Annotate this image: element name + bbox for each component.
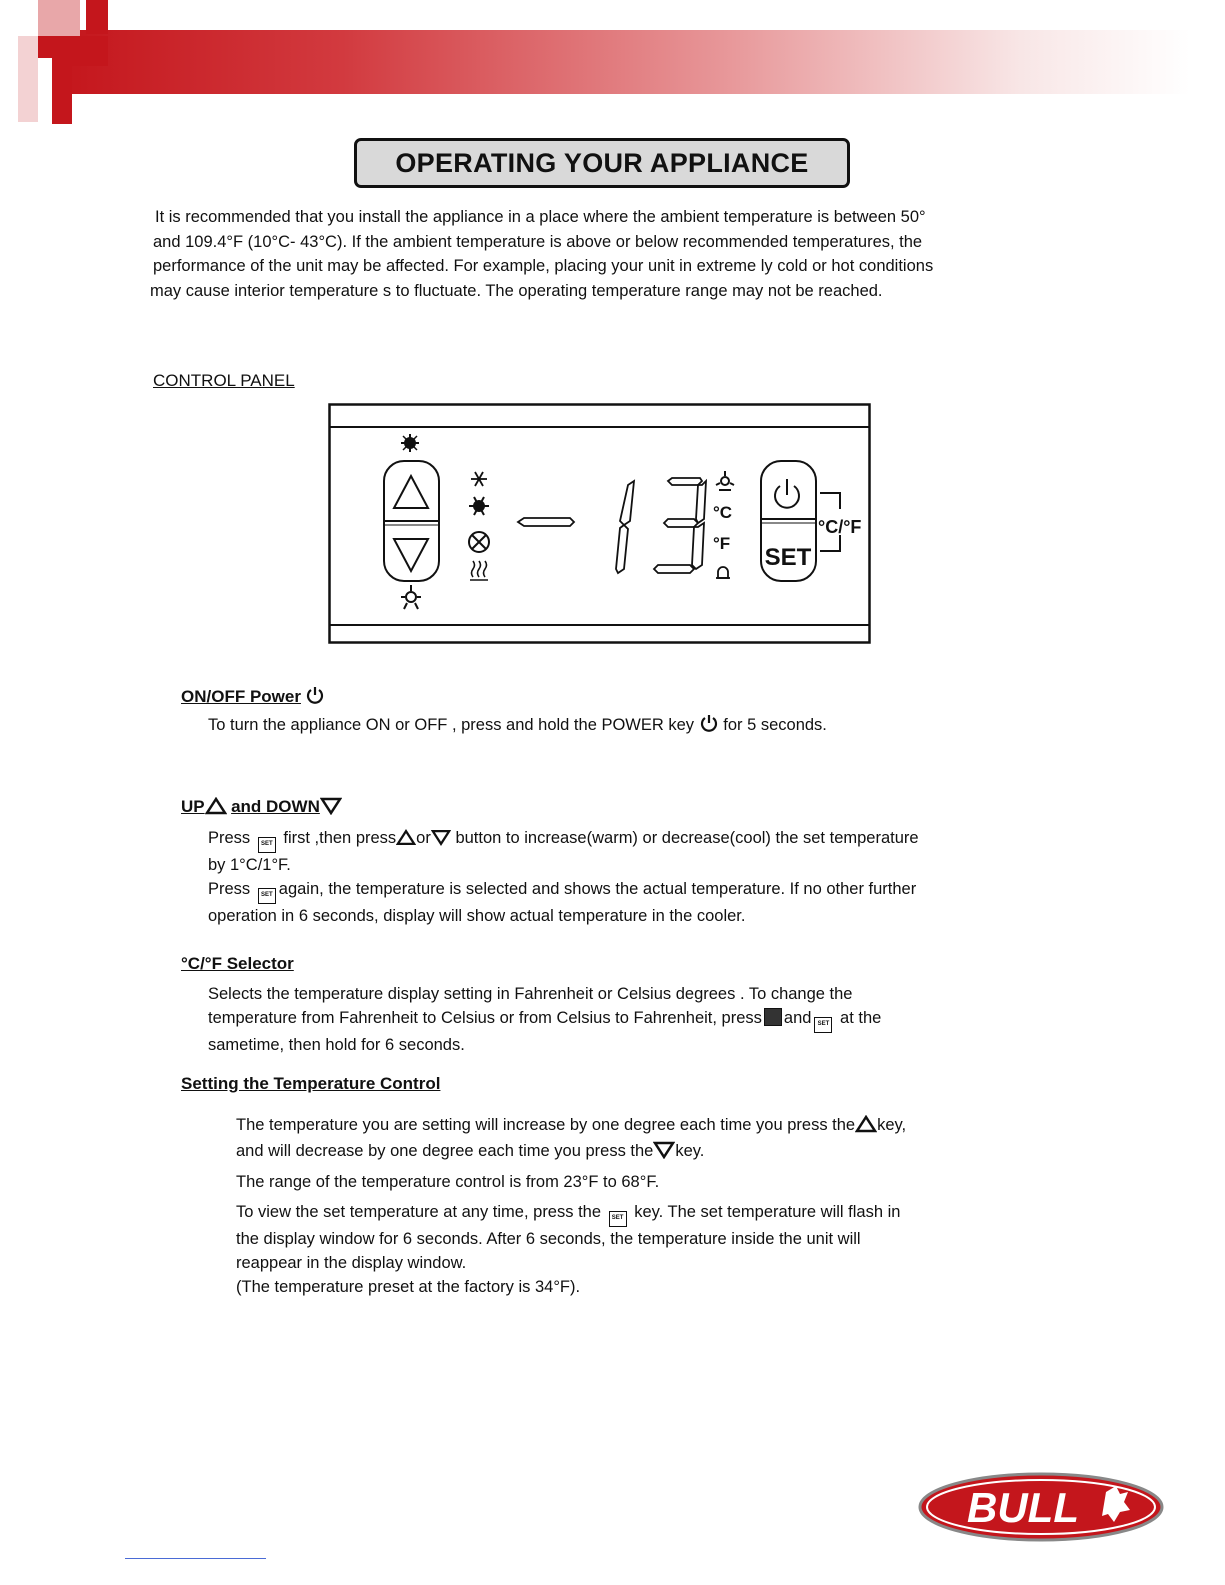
up-arrow-icon: [205, 797, 227, 815]
unit-f-label: °F: [713, 534, 731, 553]
intro-paragraph: [150, 205, 1070, 303]
header-banner: [60, 30, 1190, 94]
intro-line: may cause interior temperature s to fluctuate. The operating temperature range may not be reached.: [150, 281, 883, 300]
bull-logo: [918, 1472, 1164, 1542]
updown-line: Press SET first ,then press or button to increase(warm) or decrease(cool) the set temperature: [208, 826, 1068, 853]
set-key-icon: SET: [258, 888, 276, 904]
setting-line: reappear in the display window.: [236, 1254, 467, 1272]
selector-line: temperature from Fahrenheit to Celsius or from Celsius to Fahrenheit, press and SET at the: [208, 1006, 1068, 1033]
setting-line: The range of the temperature control is from 23°F to 68°F.: [236, 1173, 660, 1191]
page-title: OPERATING YOUR APPLIANCE: [354, 138, 850, 188]
onoff-heading: [181, 685, 325, 707]
intro-line: and 109.4°F (10°C- 43°C). If the ambient temperature is above or below recommended temperatures, the: [153, 232, 923, 251]
updown-heading: [181, 797, 342, 817]
setting-line: To view the set temperature at any time, press the SET key. The set temperature will flash in: [236, 1200, 1056, 1227]
setting-heading: Setting the Temperature Control: [181, 1074, 441, 1093]
selector-heading: °C/°F Selector: [181, 954, 294, 973]
updown-line: Press SET again, the temperature is selected and shows the actual temperature. If no other further: [208, 877, 1068, 904]
unit-c-label: °C: [713, 503, 733, 522]
onoff-heading-text: ON/OFF Power: [181, 687, 301, 706]
power-icon: [699, 713, 719, 733]
updown-line: operation in 6 seconds, display will show actual temperature in the cooler.: [208, 907, 746, 925]
setting-line: (The temperature preset at the factory is 34°F).: [236, 1278, 581, 1296]
selector-line: sametime, then hold for 6 seconds.: [208, 1036, 465, 1054]
set-label: SET: [764, 544, 812, 571]
control-panel-heading: CONTROL PANEL: [153, 371, 295, 390]
updown-text: [208, 826, 1068, 928]
setting-line: The temperature you are setting will increase by one degree each time you press the key,: [236, 1116, 907, 1134]
selector-text: [208, 982, 1068, 1057]
control-panel-diagram: [328, 403, 872, 646]
defrost-icon: [401, 434, 419, 452]
set-key-icon: SET: [609, 1211, 627, 1227]
down-arrow-icon: [320, 797, 342, 815]
updown-line: by 1°C/1°F.: [208, 856, 291, 874]
down-arrow-icon: [431, 829, 451, 846]
setting-text: [236, 1113, 1056, 1299]
power-key-icon: [764, 1008, 782, 1026]
footer-link-line: [125, 1558, 266, 1559]
set-key-icon: SET: [258, 837, 276, 853]
setting-line: the display window for 6 seconds. After 6 seconds, the temperature inside the unit will: [236, 1230, 861, 1248]
onoff-text-a: To turn the appliance ON or OFF , press and hold the POWER key: [208, 716, 695, 734]
power-icon: [305, 685, 325, 705]
logo-text: BULL: [967, 1484, 1079, 1531]
header-squares: [0, 0, 110, 130]
onoff-text: [208, 713, 827, 737]
setting-line: and will decrease by one degree each time you press the key.: [236, 1142, 705, 1160]
unit-toggle-label: °C/°F: [818, 517, 862, 537]
set-key-icon: SET: [814, 1017, 832, 1033]
intro-line: performance of the unit may be affected. For example, placing your unit in extreme ly cold or hot conditions: [153, 257, 934, 275]
down-heading-text: and DOWN: [231, 797, 320, 816]
selector-line: Selects the temperature display setting in Fahrenheit or Celsius degrees . To change the: [208, 985, 853, 1003]
up-arrow-icon: [396, 829, 416, 846]
up-arrow-icon: [855, 1115, 877, 1133]
up-heading-text: UP: [181, 797, 205, 816]
intro-line: It is recommended that you install the appliance in a place where the ambient temperature is between 50°: [155, 208, 926, 226]
down-arrow-icon: [653, 1141, 675, 1159]
onoff-text-b: for 5 seconds.: [723, 716, 827, 734]
